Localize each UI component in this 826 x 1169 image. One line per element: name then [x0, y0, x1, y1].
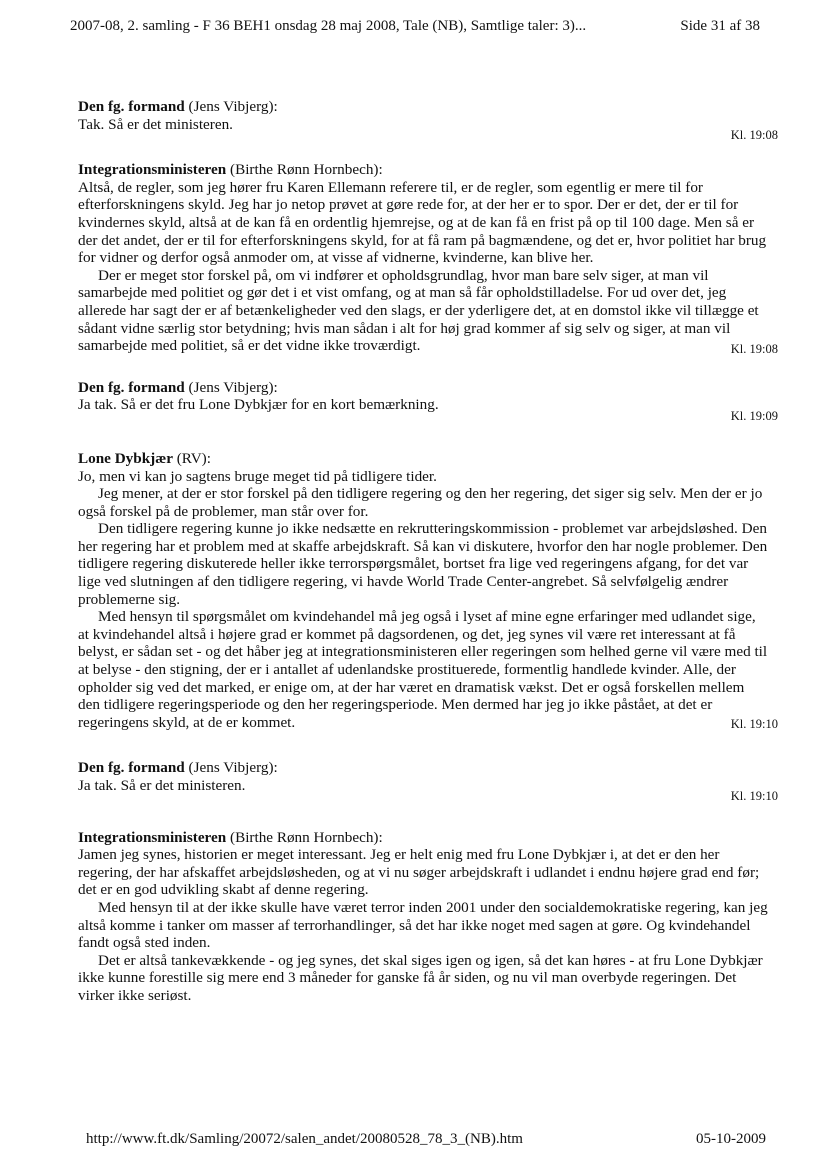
speech-block: [78, 759, 778, 804]
timestamp: Kl. 19:08: [730, 342, 778, 357]
timestamp: Kl. 19:09: [730, 408, 778, 423]
speech-paragraph: Ja tak. Så er det ministeren.: [78, 777, 246, 794]
speaker-line: [78, 161, 768, 179]
speech-paragraph: Den tidligere regering kunne jo ikke nedsætte en rekrutteringskommission - problemet var arbejdsløshed. Den her regering har et problem med at skaffe arbejdskraft. Så kan vi diskutere, hvorfor den har nogle problemer. Den tidligere regering diskuterede heller ikke terrorspørgsmålet, bortset fra lige ved regeringens afgang, for det var lige ved slutningen af den tidligere regering, vi havde World Trade Center-angrebet. Så selvfølgelig ændrer problemerne sig.: [78, 520, 768, 608]
speech-paragraph: Jo, men vi kan jo sagtens bruge meget tid på tidligere tider.: [78, 467, 437, 485]
speech-paragraph: Jamen jeg synes, historien er meget interessant. Jeg er helt enig med fru Lone Dybkjær i, at det er den her regering, der har afskaffet arbejdsløsheden, og at vi nu søger arbejdskraft i udlandet i endnu højere grad end før; det er en god udvikling skabt af denne regering.: [78, 846, 760, 899]
speaker-name: Den fg. formand: [78, 98, 185, 115]
timestamp: Kl. 19:10: [730, 716, 778, 731]
header-page-number: Side 31 af 38: [680, 18, 760, 34]
speech-block: [78, 829, 768, 1005]
page-header: [70, 18, 760, 35]
speech-paragraph: Der er meget stor forskel på, om vi indfører et opholdsgrundlag, hvor man bare selv siger, at man vil samarbejde med politiet og gør det i et vist omfang, og at man så får opholdstilladelse. For ud over det, jeg allerede har sagt der er af betænkeligheder ved den slags, er der yderligere det, at en domstol ikke vil tillægge et sådant vidne særlig stor betydning; hvis man sådan i alt for høj grad kommer af sig selv og siger, at man vil samarbejde med politiet, så er det vidne ikke troværdigt.: [78, 266, 759, 355]
header-title: 2007-08, 2. samling - F 36 BEH1 onsdag 28 maj 2008, Tale (NB), Samtlige taler: 3)...: [70, 18, 587, 34]
speech-block: [78, 161, 778, 357]
page-footer: [86, 1131, 766, 1148]
speaker-detail: (RV):: [172, 449, 211, 467]
speaker-detail: (Jens Vibjerg):: [184, 378, 278, 396]
speech-block: [78, 98, 778, 142]
speech-paragraph: Tak. Så er det ministeren.: [78, 115, 233, 133]
speaker-line: [78, 450, 768, 468]
print-date: 05-10-2009: [696, 1131, 766, 1147]
timestamp: Kl. 19:08: [730, 128, 778, 142]
speaker-line: [78, 829, 768, 847]
speech-paragraph: Med hensyn til spørgsmålet om kvindehandel må jeg også i lyset af mine egne erfaringer med udlandet sige, at kvindehandel altså i højere grad er kommet på dagsordenen, og det, jeg synes vil være ret interessant at få belyst, er sådan set - og det håber jeg at integrationsministeren eller regeringen som helhed gerne vil være med til at belyse - den stigning, der er i antallet af udenlandske prostituerede, formentlig handlede kvinder. Alle, der opholder sig ved det marked, er enige om, at der har været en dramatisk vækst. Det er også forskellen mellem den tidligere regeringsperiode og den her regeringsperiode. Men dermed har jeg jo ikke påstået, at det er regeringens skyld, at de er kommet.: [78, 608, 768, 731]
speaker-name: Integrationsministeren: [78, 828, 227, 846]
speaker-line: [78, 379, 768, 397]
source-url: http://www.ft.dk/Samling/20072/salen_andet/20080528_78_3_(NB).htm: [86, 1131, 523, 1147]
speech-paragraph: Det er altså tankevækkende - og jeg synes, det skal siges igen og igen, så det kan høres - at fru Lone Dybkjær ikke kunne forestille sig mere end 3 måneder for ganske få år siden, og nu vil man overbyde regeringen. Det virker ikke seriøst.: [78, 951, 763, 1004]
speaker-name: Den fg. formand: [78, 378, 185, 396]
speech-paragraph: Med hensyn til at der ikke skulle have været terror inden 2001 under den socialdemokratiske regering, kan jeg altså komme i tanker om masser af terrorhandlinger, så det har ikke noget med sagen at gøre. Og kvindehandel fandt også sted inden.: [78, 898, 768, 952]
speech-paragraph: Ja tak. Så er det fru Lone Dybkjær for en kort bemærkning.: [78, 396, 439, 414]
speaker-name: Integrationsministeren: [78, 161, 227, 179]
speaker-detail: (Birthe Rønn Hornbech):: [226, 828, 383, 846]
speaker-line: [78, 759, 768, 777]
speech-block: [78, 449, 778, 732]
speech-paragraph: Jeg mener, at der er stor forskel på den tidligere regering og den her regering, det siger sig selv. Men der er jo også forskel på de problemer, man står over for.: [78, 485, 763, 520]
speaker-detail: (Jens Vibjerg):: [184, 98, 278, 115]
speaker-line: [78, 98, 768, 116]
speaker-detail: (Birthe Rønn Hornbech):: [226, 161, 383, 179]
speaker-detail: (Jens Vibjerg):: [184, 759, 278, 777]
speech-transcript: [78, 96, 778, 1005]
timestamp: Kl. 19:10: [730, 789, 778, 804]
speech-paragraph: Altså, de regler, som jeg hører fru Karen Ellemann referere til, er de regler, som egentlig er mere til for efterforskningens skyld. Jeg har jo netop prøvet at gøre rede for, at der her er to spor. Der er det, der er til for kvindernes skyld, altså at de kan få en ordentlig hjemrejse, og at de kan få en frist på op til 100 dage. Men så er der det andet, der er til for efterforskningens skyld, for at få ram på bagmændene, og det er, hvor politiet har brug for vidner og derfor også anmoder om, at visse af vidnerne, kvinderne, kan blive her.: [78, 178, 767, 267]
speaker-name: Den fg. formand: [78, 759, 185, 777]
speaker-name: Lone Dybkjær: [78, 449, 173, 467]
speech-block: [78, 378, 778, 423]
